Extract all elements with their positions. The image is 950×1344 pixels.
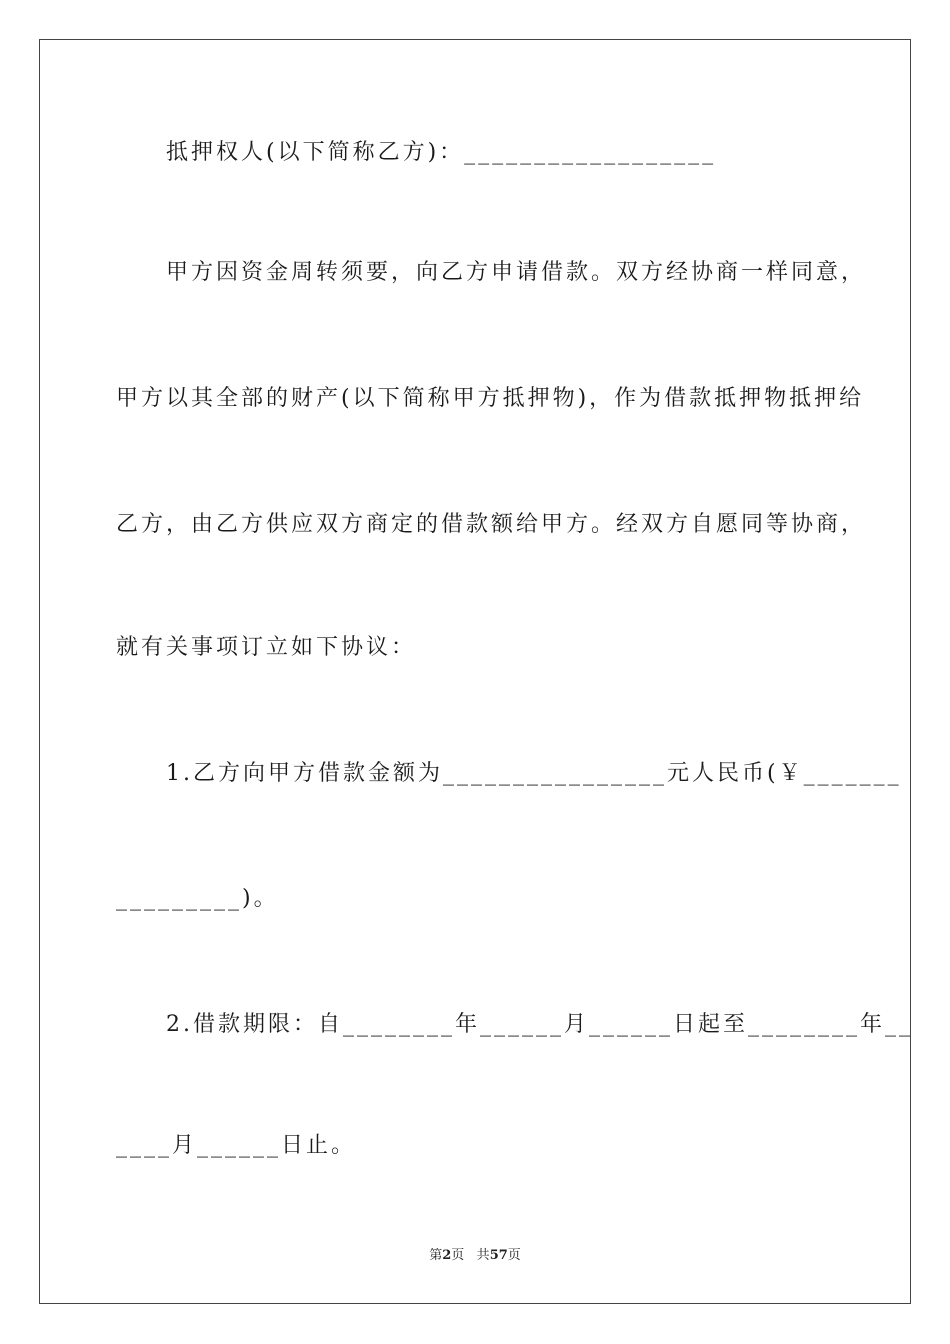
footer-page-prefix: 第	[429, 1248, 443, 1263]
text-line-3: 甲方以其全部的财产(以下简称甲方抵押物)，作为借款抵押物抵押给	[116, 386, 865, 411]
footer-page-number: 2	[442, 1248, 452, 1263]
footer-total-prefix: 共	[476, 1248, 490, 1263]
footer-page-suffix: 页	[451, 1248, 465, 1263]
text-line-2: 甲方因资金周转须要，向乙方申请借款。双方经协商一样同意，	[166, 260, 867, 285]
text-line-9: ____月______日止。	[116, 1133, 357, 1158]
text-line-1: 抵押权人(以下简称乙方)：__________________	[166, 140, 717, 165]
footer-total-pages: 57	[489, 1248, 508, 1263]
footer-total-suffix: 页	[507, 1248, 521, 1263]
page-border	[39, 39, 911, 1304]
page-footer	[0, 1246, 950, 1266]
text-line-7: _________)。	[116, 886, 279, 911]
text-line-4: 乙方，由乙方供应双方商定的借款额给甲方。经双方自愿同等协商，	[116, 512, 867, 537]
text-line-8: 2.借款期限：自________年______月______日起至________年__	[166, 1012, 913, 1037]
text-line-6: 1.乙方向甲方借款金额为________________元人民币(￥_______	[166, 761, 902, 786]
text-line-5: 就有关事项订立如下协议：	[116, 635, 417, 660]
